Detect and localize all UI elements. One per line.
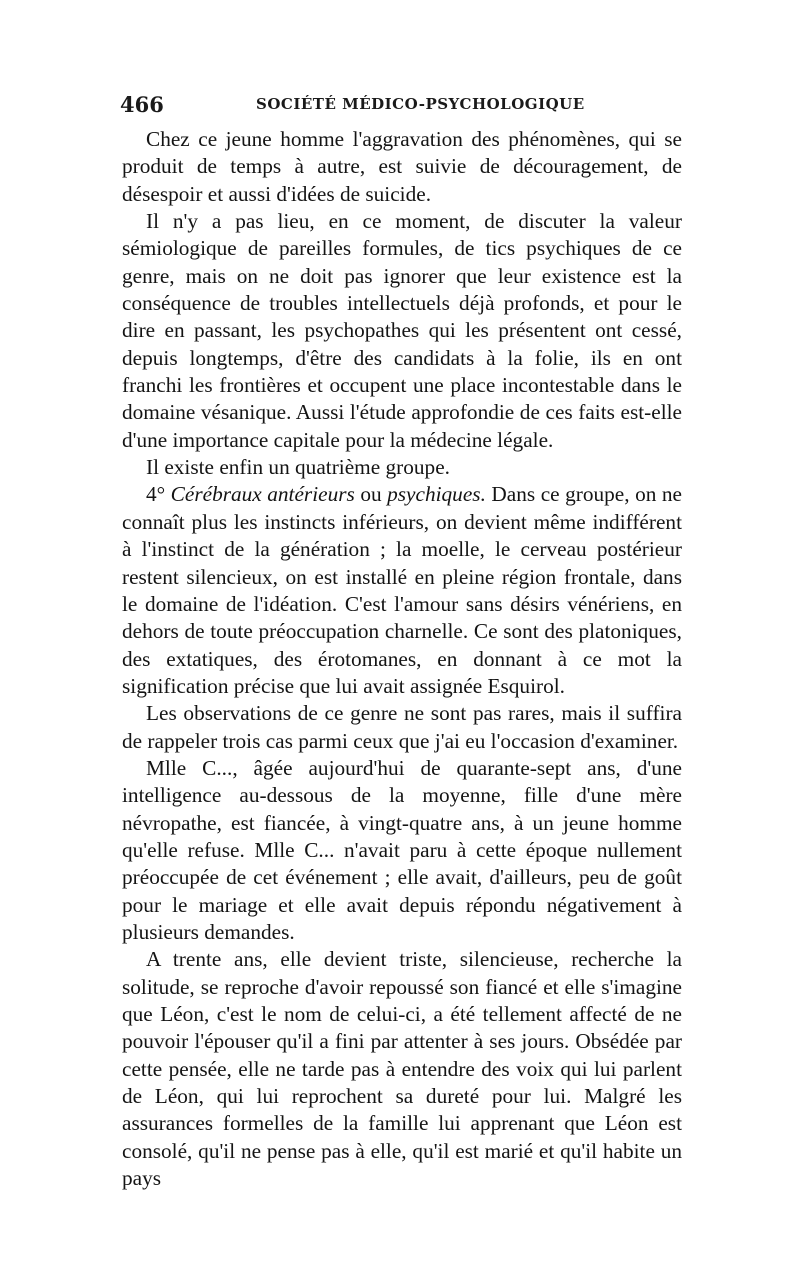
paragraph-5: Les observations de ce genre ne sont pas rares, mais il suffira de rappeler trois cas parmi ceux que j'ai eu l'occasion d'examiner. xyxy=(122,701,682,753)
page-number: 466 xyxy=(120,92,164,117)
section-text: Dans ce groupe, on ne connaît plus les instincts inférieurs, on devient même indifférent à l'instinct de la génération ; la moelle, le cerveau postérieur restent silencieux, on est installé en pleine région frontale, dans le domaine de l'idéation. C'est l'amour sans désirs vénériens, en dehors de toute préoccupation charnelle. Ce sont des platoniques, des extatiques, des érotomanes, en donnant à ce mot la signification précise que lui avait assignée Esquirol. xyxy=(122,482,682,698)
paragraph-7: A trente ans, elle devient triste, silencieuse, recherche la solitude, se reproche d'avoir repoussé son fiancé et elle s'imagine que Léon, c'est le nom de celui-ci, a été tellement affecté de ne pouvoir l'épouser qu'il a fini par attenter à ses jours. Obsédée par cette pensée, elle ne tarde pas à entendre des voix qui lui parlent de Léon, qui lui reprochent sa dureté pour lui. Malgré les assurances formelles de la famille lui apprenant que Léon est consolé, qu'il ne pense pas à elle, qu'il est marié et qu'il habite un pays xyxy=(122,947,682,1191)
paragraph-6: Mlle C..., âgée aujourd'hui de quarante-sept ans, d'une intelligence au-dessous de la moyenne, fille d'une mère névropathe, est fiancée, à vingt-quatre ans, à un jeune homme qu'elle refuse. Mlle C... n'avait paru à cette époque nullement préoccupée de cet événement ; elle avait, d'ailleurs, peu de goût pour le mariage et elle avait depuis répondu négativement à plusieurs demandes. xyxy=(122,755,682,944)
page-header xyxy=(120,92,680,120)
body-text xyxy=(122,126,682,1192)
paragraph-3: Il existe enfin un quatrième groupe. xyxy=(146,455,450,480)
section-title-italic: Cérébraux antérieurs xyxy=(170,482,355,507)
paragraph-4 xyxy=(122,481,682,700)
section-title-italic-2: psychiques. xyxy=(387,482,486,507)
section-connector: ou xyxy=(354,482,388,507)
running-head: SOCIÉTÉ MÉDICO-PSYCHOLOGIQUE xyxy=(256,95,585,113)
paragraph-2: Il n'y a pas lieu, en ce moment, de discuter la valeur sémiologique de pareilles formules, de tics psychiques de ce genre, mais on ne doit pas ignorer que leur existence est la conséquence de troubles intellectuels déjà profonds, et pour le dire en passant, les psychopathes qui les présentent ont cessé, depuis longtemps, d'être des candidats à la folie, ils en ont franchi les frontières et occupent une place incontestable dans le domaine vésanique. Aussi l'étude approfondie de ces faits est-elle d'une importance capitale pour la médecine légale. xyxy=(122,209,682,452)
paragraph-1: Chez ce jeune homme l'aggravation des phénomènes, qui se produit de temps à autre, est suivie de découragement, de désespoir et aussi d'idées de suicide. xyxy=(122,127,682,206)
section-number: 4° xyxy=(146,482,171,507)
